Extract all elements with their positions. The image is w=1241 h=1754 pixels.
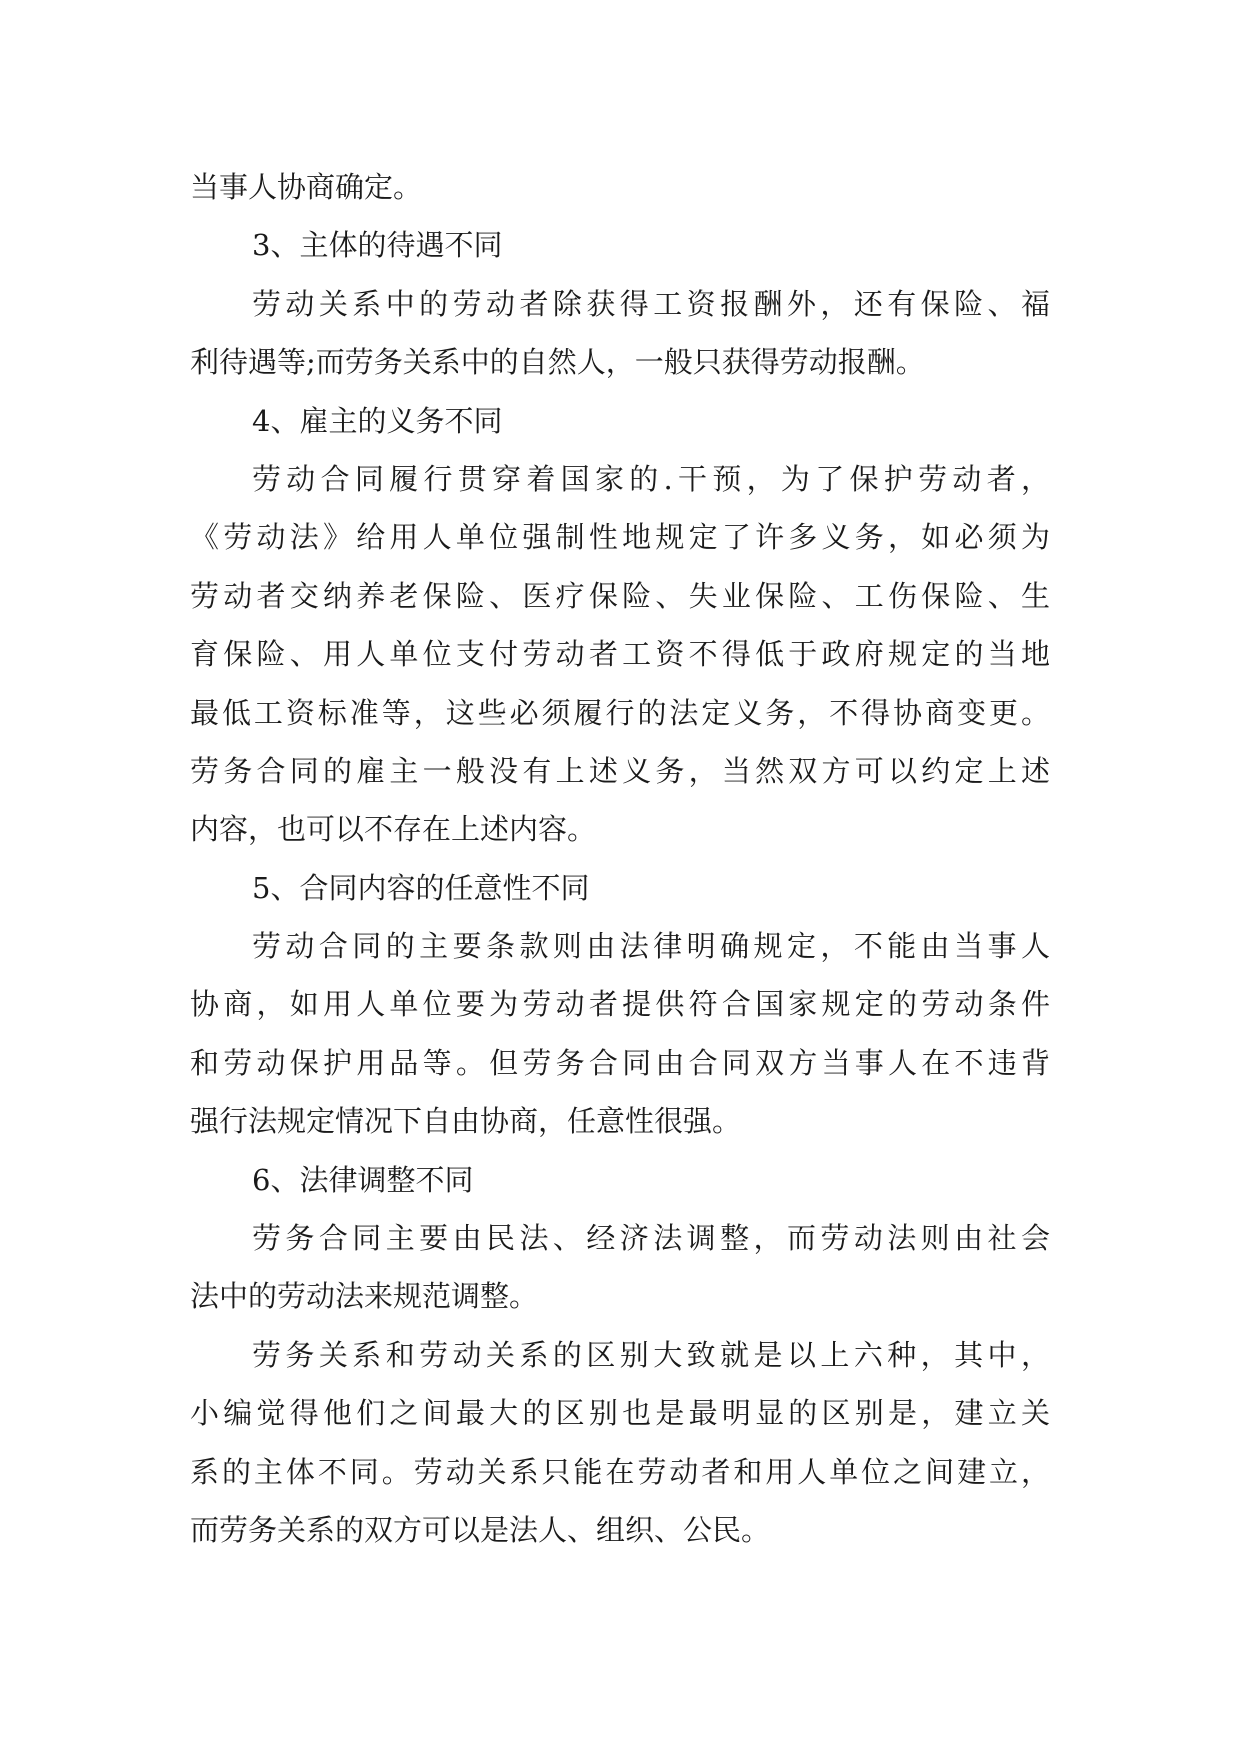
paragraph-line: 最低工资标准等，这些必须履行的法定义务，不得协商变更。 [190,695,1050,730]
section-heading: 4、雇主的义务不同 [252,403,503,438]
paragraph-line: 劳动关系中的劳动者除获得工资报酬外，还有保险、福 [252,286,1050,321]
paragraph-line: 育保险、用人单位支付劳动者工资不得低于政府规定的当地 [190,637,1050,672]
paragraph-line: 强行法规定情况下自由协商，任意性很强。 [190,1104,742,1139]
paragraph-line: 劳务合同主要由民法、经济法调整，而劳动法则由社会 [252,1221,1050,1256]
paragraph-line: 协商，如用人单位要为劳动者提供符合国家规定的劳动条件 [190,987,1050,1022]
section-heading: 6、法律调整不同 [252,1162,474,1197]
section-heading: 5、合同内容的任意性不同 [252,870,590,905]
paragraph-line: 内容，也可以不存在上述内容。 [190,812,597,847]
paragraph-line: 和劳动保护用品等。但劳务合同由合同双方当事人在不违背 [190,1045,1050,1080]
paragraph-line: 利待遇等;而劳务关系中的自然人，一般只获得劳动报酬。 [190,345,925,380]
paragraph-line: 劳务关系和劳动关系的区别大致就是以上六种，其中， [252,1337,1050,1372]
paragraph-line: 《劳动法》给用人单位强制性地规定了许多义务，如必须为 [190,520,1050,555]
paragraph-line: 而劳务关系的双方可以是法人、组织、公民。 [190,1512,771,1547]
paragraph-line: 劳务合同的雇主一般没有上述义务，当然双方可以约定上述 [190,753,1050,788]
paragraph-line: 劳动合同履行贯穿着国家的.干预，为了保护劳动者， [252,461,1050,496]
paragraph-line: 劳动合同的主要条款则由法律明确规定，不能由当事人 [252,929,1050,964]
paragraph-line: 系的主体不同。劳动关系只能在劳动者和用人单位之间建立， [190,1454,1050,1489]
section-heading: 3、主体的待遇不同 [252,228,503,263]
paragraph-line: 劳动者交纳养老保险、医疗保险、失业保险、工伤保险、生 [190,578,1050,613]
document-body [190,158,1050,1559]
paragraph-line: 法中的劳动法来规范调整。 [190,1279,539,1314]
paragraph-line: 小编觉得他们之间最大的区别也是最明显的区别是，建立关 [190,1396,1050,1431]
paragraph-line: 当事人协商确定。 [190,170,423,204]
